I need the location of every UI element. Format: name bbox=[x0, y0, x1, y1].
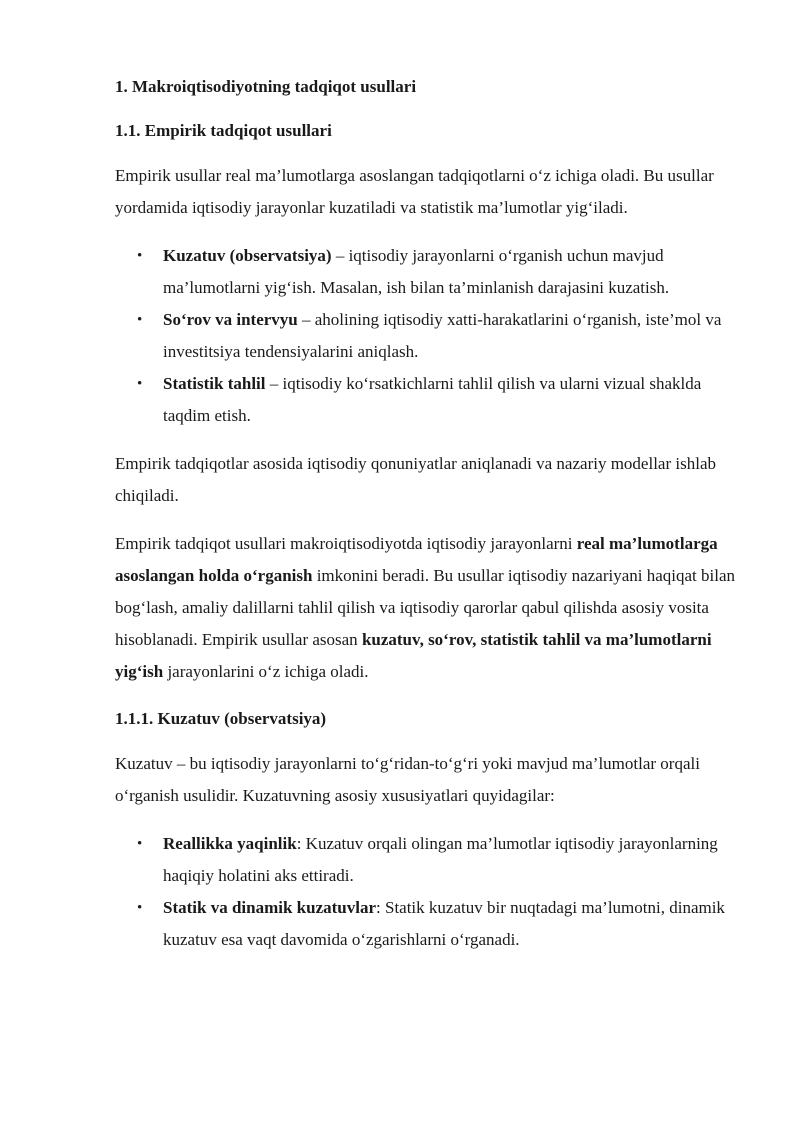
emphasis-text: kuzatuv, so‘rov, statistik tahlil va ma’lumotlarni yig‘ish bbox=[115, 630, 712, 681]
paragraph-intro: Empirik usullar real ma’lumotlarga asoslangan tadqiqotlarni o‘z ichiga oladi. Bu usullar yordamida iqtisodiy jarayonlar kuzatiladi va statistik ma’lumotlar yig‘iladi. bbox=[115, 166, 714, 217]
section-heading-1: 1. Makroiqtisodiyotning tadqiqot usullari bbox=[115, 77, 417, 96]
list-item bbox=[163, 304, 740, 368]
list-item bbox=[163, 828, 740, 892]
document-page bbox=[115, 72, 740, 972]
list-item-term: Reallikka yaqinlik bbox=[163, 834, 297, 853]
list-item bbox=[163, 892, 740, 956]
subsection-heading-1-1-1: 1.1.1. Kuzatuv (observatsiya) bbox=[115, 709, 327, 728]
list-item-term: Kuzatuv (observatsiya) bbox=[163, 246, 332, 265]
list-item bbox=[163, 368, 740, 432]
emphasis-text: real ma’lumotlarga asoslangan holda o‘rganish bbox=[115, 534, 718, 585]
list-item-text: – iqtisodiy ko‘rsatkichlarni tahlil qilish va ularni vizual shaklda taqdim etish. bbox=[163, 374, 702, 425]
list-item-text: : Kuzatuv orqali olingan ma’lumotlar iqtisodiy jarayonlarning haqiqiy holatini aks ettiradi. bbox=[163, 834, 718, 885]
paragraph-summary: Empirik tadqiqot usullari makroiqtisodiyotda iqtisodiy jarayonlarni real ma’lumotlarga asoslangan holda o‘rganish imkonini beradi. Bu usullar iqtisodiy nazariyani haqiqat bilan bog‘lash, amaliy dalillarni tahlil qilish va iqtisodiy qarorlar qabul qilishda asosiy vosita hisoblanadi. Empirik usullar asosan kuzatuv, so‘rov, statistik tahlil va ma’lumotlarni yig‘ish jarayonlarini o‘z ichiga oladi. bbox=[115, 534, 736, 681]
list-item-text: : Statik kuzatuv bir nuqtadagi ma’lumotni, dinamik kuzatuv esa vaqt davomida o‘zgarishlarni o‘rganadi. bbox=[163, 898, 725, 949]
paragraph-observation: Kuzatuv – bu iqtisodiy jarayonlarni to‘g‘ridan-to‘g‘ri yoki mavjud ma’lumotlar orqali o‘rganish usulidir. Kuzatuvning asosiy xususiyatlari quyidagilar: bbox=[115, 754, 700, 805]
list-item-text: – aholining iqtisodiy xatti-harakatlarini o‘rganish, iste’mol va investitsiya tendensiyalarini aniqlash. bbox=[163, 310, 722, 361]
empirical-methods-list bbox=[115, 240, 740, 432]
subsection-heading-1-1: 1.1. Empirik tadqiqot usullari bbox=[115, 121, 332, 140]
paragraph-conclusion: Empirik tadqiqotlar asosida iqtisodiy qonuniyatlar aniqlanadi va nazariy modellar ishlab chiqiladi. bbox=[115, 454, 716, 505]
list-item-text: – iqtisodiy jarayonlarni o‘rganish uchun mavjud ma’lumotlarni yig‘ish. Masalan, ish bilan ta’minlanish darajasini kuzatish. bbox=[163, 246, 670, 297]
list-item-term: Statik va dinamik kuzatuvlar bbox=[163, 898, 377, 917]
list-item bbox=[163, 240, 740, 304]
observation-features-list bbox=[115, 828, 740, 956]
list-item-term: So‘rov va intervyu bbox=[163, 310, 298, 329]
list-item-term: Statistik tahlil bbox=[163, 374, 266, 393]
